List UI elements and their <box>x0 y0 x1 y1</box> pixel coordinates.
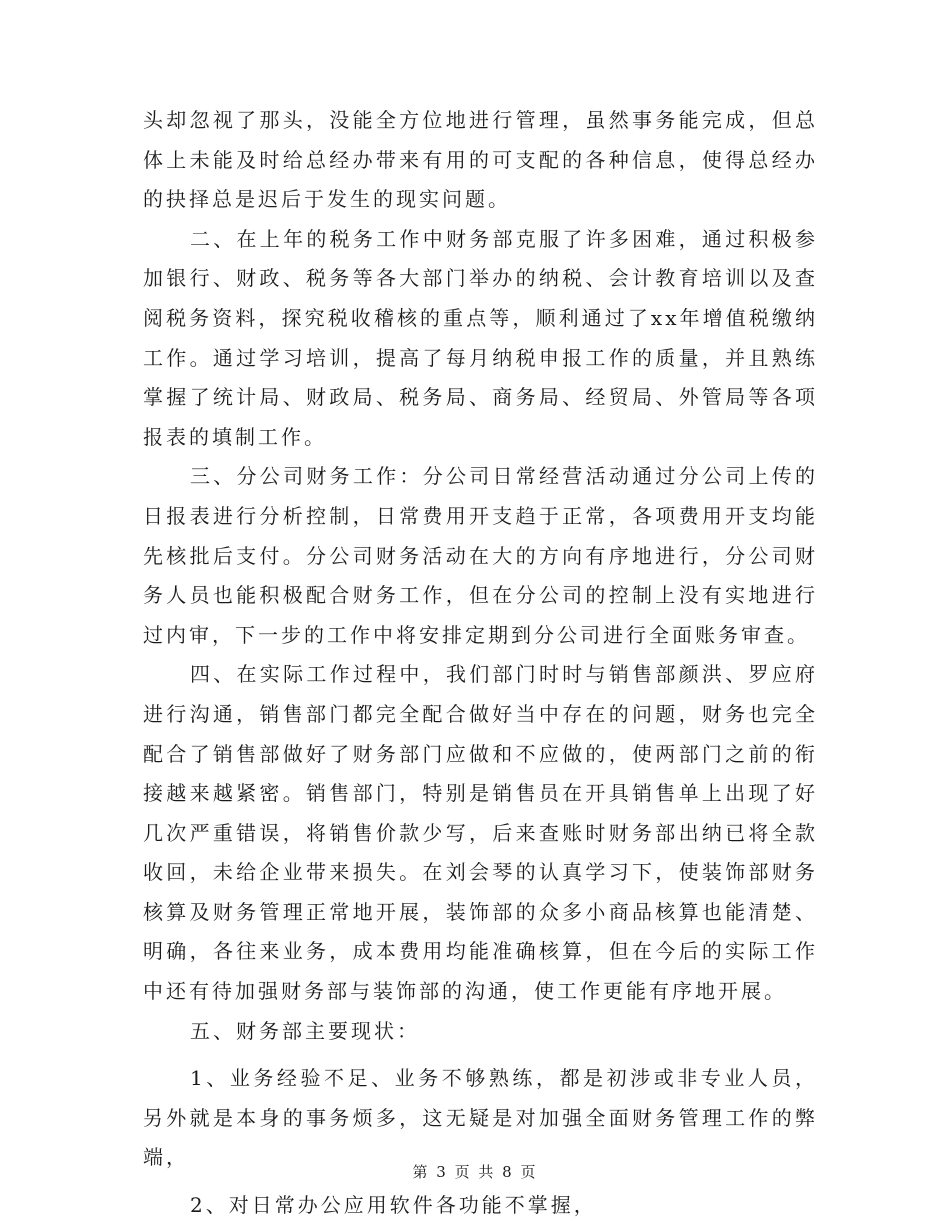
paragraph-current-status-heading: 五、财务部主要现状： <box>190 1018 420 1043</box>
paragraph-tax-work: 二、在上年的税务工作中财务部克服了许多困难，通过积极参加银行、财政、税务等各大部门举办的纳税、会计教育培训以及查阅税务资料，探究税收稽核的重点等，顺利通过了xx年增值税缴纳工作。通过学习培训，提高了每月纳税申报工作的质量，并且熟练掌握了统计局、财政局、税务局、商务局、经贸局、外管局等各项报表的填制工作。 <box>143 226 818 449</box>
paragraph-sales-coordination: 四、在实际工作过程中，我们部门时时与销售部颜洪、罗应府进行沟通，销售部门都完全配合做好当中存在的问题，财务也完全配合了销售部做好了财务部门应做和不应做的，使两部门之前的衔接越来越紧密。销售部门，特别是销售员在开具销售单上出现了好几次严重错误，将销售价款少写，后来查账时财务部出纳已将全款收回，未给企业带来损失。在刘会琴的认真学习下，使装饰部财务核算及财务管理正常地开展，装饰部的众多小商品核算也能清楚、明确，各往来业务，成本费用均能准确核算，但在今后的实际工作中还有待加强财务部与装饰部的沟通，使工作更能有序地开展。 <box>143 662 818 1004</box>
paragraph-status-item-2: 2、对日常办公应用软件各功能不掌握， <box>190 1193 597 1218</box>
paragraph-continuation: 头却忽视了那头，没能全方位地进行管理，虽然事务能完成，但总体上未能及时给总经办带来有用的可支配的各种信息，使得总经办的抉择总是迟后于发生的现实问题。 <box>143 108 818 212</box>
document-body <box>143 101 818 1226</box>
page-number-footer: 第 3 页 共 8 页 <box>412 1163 538 1181</box>
paragraph-branch-finance: 三、分公司财务工作：分公司日常经营活动通过分公司上传的日报表进行分析控制，日常费用开支趋于正常，各项费用开支均能先核批后支付。分公司财务活动在大的方向有序地进行，分公司财务人员也能积极配合财务工作，但在分公司的控制上没有实地进行过内审，下一步的工作中将安排定期到分公司进行全面账务审查。 <box>143 464 818 647</box>
paragraph-status-item-1: 1、业务经验不足、业务不够熟练，都是初涉或非专业人员，另外就是本身的事务烦多，这无疑是对加强全面财务管理工作的弊端， <box>143 1066 818 1170</box>
